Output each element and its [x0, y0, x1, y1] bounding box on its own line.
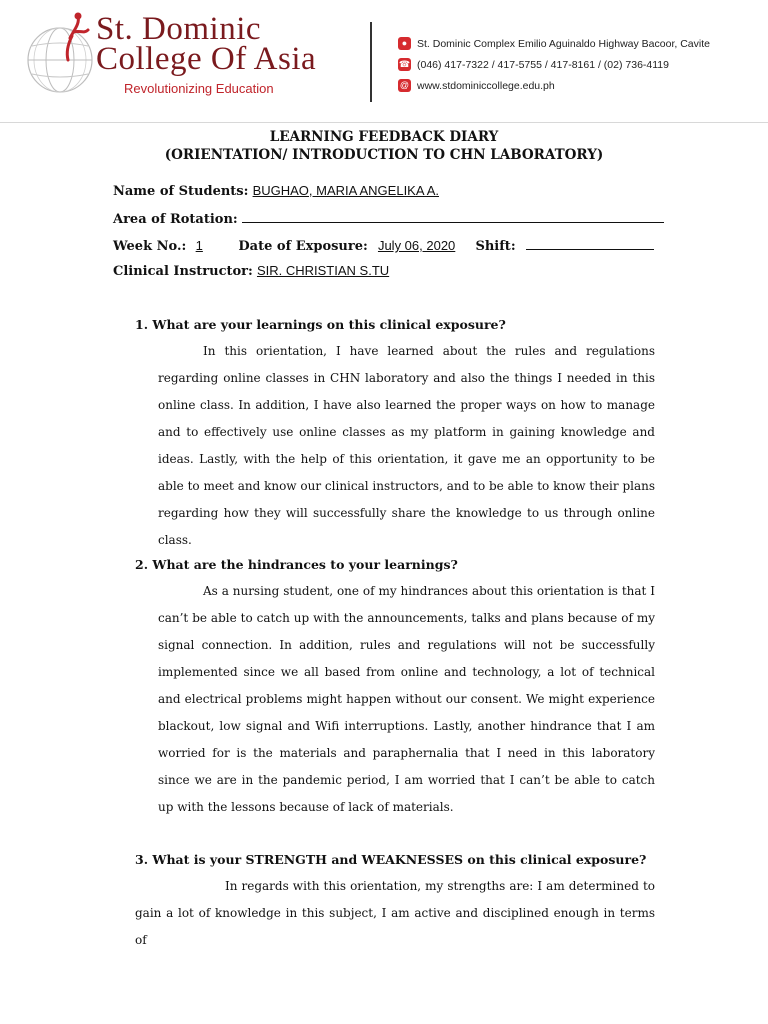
- college-name-line1: St. Dominic: [96, 11, 262, 47]
- students-label: Name of Students:: [113, 184, 249, 199]
- website-row: [398, 75, 710, 96]
- location-icon: ●: [398, 37, 411, 50]
- students-field: [113, 183, 439, 199]
- students-value: BUGHAO, MARIA ANGELIKA A.: [252, 183, 439, 198]
- instructor-label: Clinical Instructor:: [113, 264, 253, 279]
- exposure-value: July 06, 2020: [377, 238, 456, 253]
- title-line1: LEARNING FEEDBACK DIARY: [269, 129, 499, 145]
- answer-2: As a nursing student, one of my hindrances about this orientation is that I can’t be able to catch up with the announcements, talks and plans because of my signal connection. In addition, rules and regulations will not be successfully implemented since we all based from online and technology, a lot of technical and electrical problems might happen without our consent. We might experience blackout, low signal and Wifi interruptions. Lastly, another hindrance that I am worried for is the materials and paraphernalia that I need in this laboratory since we are in the pandemic period, I am worried that I can’t be able to catch up with the lessons because of lack of materials.: [158, 584, 655, 814]
- question-2: 2. What are the hindrances to your learnings?: [135, 557, 458, 572]
- phone-row: [398, 54, 710, 75]
- week-value: 1: [195, 238, 203, 253]
- question-1: 1. What are your learnings on this clinical exposure?: [135, 317, 506, 332]
- rotation-label: Area of Rotation:: [113, 212, 238, 227]
- contact-info: [398, 33, 710, 96]
- website-text: www.stdominiccollege.edu.ph: [417, 79, 555, 92]
- rotation-blank: [242, 210, 664, 223]
- phone-text: (046) 417-7322 / 417-5755 / 417-8161 / (02) 736-4119: [417, 58, 669, 71]
- instructor-field: [113, 263, 389, 279]
- shift-label: Shift:: [475, 239, 516, 254]
- address-row: [398, 33, 710, 54]
- week-label: Week No.:: [113, 239, 187, 254]
- instructor-value: SIR. CHRISTIAN S.TU: [256, 263, 390, 278]
- tagline: Revolutionizing Education: [124, 81, 274, 96]
- header-divider: [370, 22, 372, 102]
- college-name-line2: College Of Asia: [96, 41, 317, 77]
- answer-3: In regards with this orientation, my strengths are: I am determined to gain a lot of knowledge in this subject, I am active and disciplined enough in terms of: [135, 879, 655, 947]
- web-icon: @: [399, 80, 410, 90]
- title-line2: (ORIENTATION/ INTRODUCTION TO CHN LABORATORY): [164, 147, 604, 163]
- college-name: [96, 11, 317, 77]
- exposure-label: Date of Exposure:: [238, 239, 368, 254]
- shift-blank: [526, 237, 654, 250]
- question-3: 3. What is your STRENGTH and WEAKNESSES on this clinical exposure?: [135, 852, 647, 867]
- phone-icon: ☎: [398, 59, 411, 69]
- globe-logo-icon: [22, 8, 106, 98]
- week-date-shift-field: [113, 237, 654, 254]
- letterhead: [0, 0, 768, 123]
- document-title: [0, 128, 768, 164]
- rotation-field: [113, 210, 664, 227]
- address-text: St. Dominic Complex Emilio Aguinaldo Highway Bacoor, Cavite: [417, 37, 710, 50]
- answer-1: In this orientation, I have learned about the rules and regulations regarding online classes in CHN laboratory and also the things I needed in this online class. In addition, I have also learned the proper ways on how to manage and to effectively use online classes as my platform in gaining knowledge and ideas. Lastly, with the help of this orientation, it gave me an opportunity to be able to meet and know our clinical instructors, and to be able to know their plans regarding how they will successfully share the knowledge to us through online class.: [158, 344, 655, 547]
